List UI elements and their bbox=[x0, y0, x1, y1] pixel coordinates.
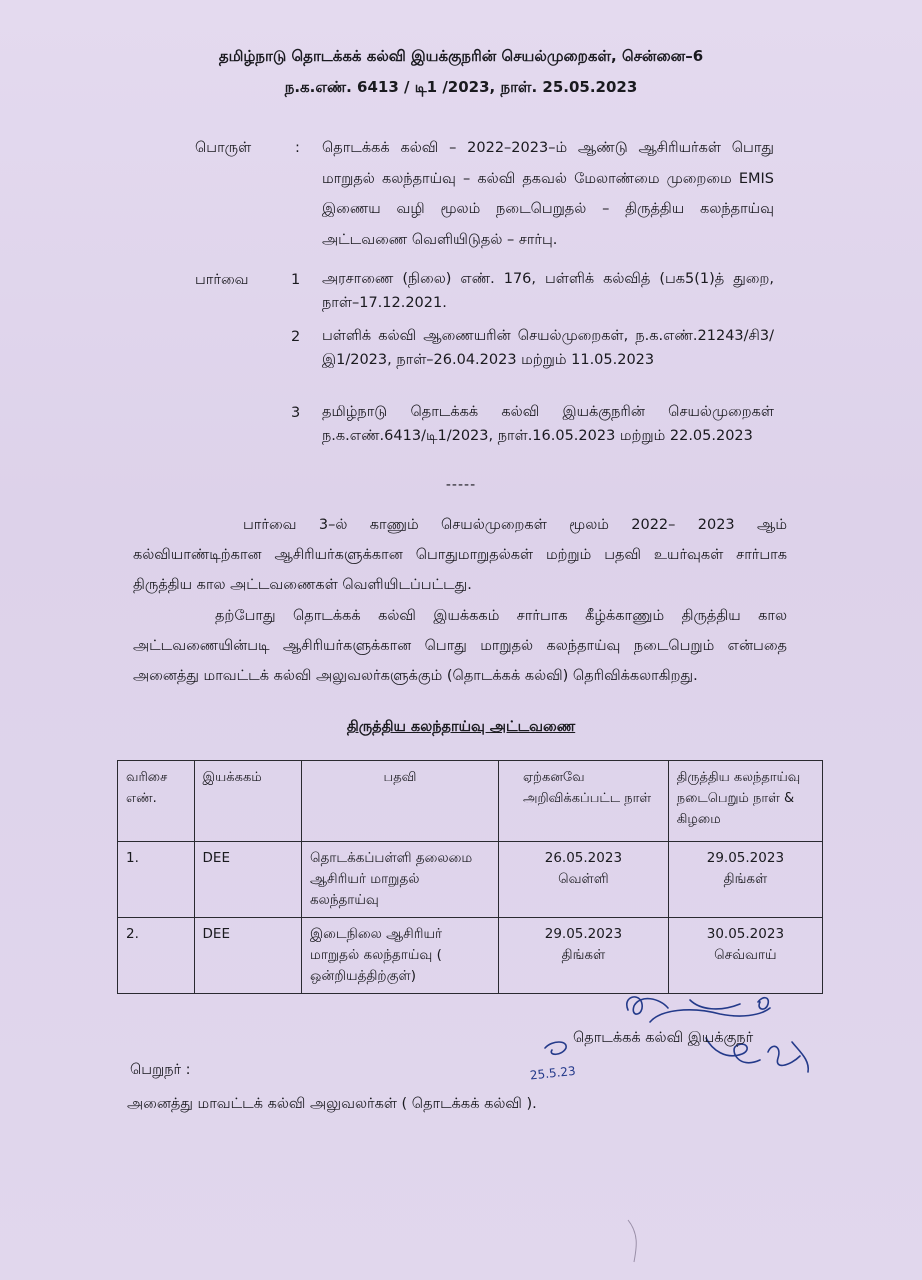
date-text: 29.05.2023 bbox=[706, 850, 785, 866]
serial-cell: 1. bbox=[118, 842, 195, 918]
subject-colon: : bbox=[295, 140, 300, 156]
post-cell: இடைநிலை ஆசிரியர் மாறுதல் கலந்தாய்வு ( ஒன்றியத்திற்குள்) bbox=[301, 918, 498, 994]
handwritten-date: 25.5.23 bbox=[529, 1063, 577, 1083]
reference-text: பள்ளிக் கல்வி ஆணையரின் செயல்முறைகள், ந.க.எண்.21243/சி3/இ1/2023, நாள்–26.04.2023 மற்றும் 11.05.2023 bbox=[322, 328, 774, 368]
column-header: திருத்திய கலந்தாய்வு நடைபெறும் நாள் & கிழமை bbox=[668, 761, 822, 842]
day-text: வெள்ளி bbox=[558, 871, 609, 887]
reference-label: பார்வை bbox=[195, 272, 249, 288]
subject-label: பொருள் bbox=[195, 140, 252, 156]
section-divider: ----- bbox=[445, 477, 477, 493]
date-text: 29.05.2023 bbox=[544, 926, 623, 942]
date-text: 30.05.2023 bbox=[706, 926, 785, 942]
day-text: திங்கள் bbox=[561, 947, 606, 963]
day-text: செவ்வாய் bbox=[714, 947, 777, 963]
subject-text: தொடக்கக் கல்வி – 2022–2023–ம் ஆண்டு ஆசிரியர்கள் பொது மாறுதல் கலந்தாய்வு – கல்வி தகவல் மேலாண்மை முறைமை EMIS இணைய வழி மூலம் நடைபெறுதல் – திருத்திய கலந்தாய்வு அட்டவணை வெளியிடுதல் – சார்பு. bbox=[322, 140, 774, 248]
office-header: தமிழ்நாடு தொடக்கக் கல்வி இயக்குநரின் செயல்முறைகள், சென்னை–6 bbox=[218, 47, 704, 65]
column-header: ஏற்கனவே அறிவிக்கப்பட்ட நாள் bbox=[499, 761, 669, 842]
recipient-label: பெறுநர் : bbox=[130, 1062, 191, 1078]
reference-text: அரசாணை (நிலை) எண். 176, பள்ளிக் கல்வித் (பக5(1)த் துறை, நாள்–17.12.2021. bbox=[322, 271, 774, 311]
table-title-text: திருத்திய கலந்தாய்வு அட்டவணை bbox=[346, 719, 576, 735]
paragraph-text: பார்வை 3–ல் காணும் செயல்முறைகள் மூலம் 2022– 2023 ஆம் கல்வியாண்டிற்கான ஆசிரியர்களுக்கான பொதுமாறுதல்கள் மற்றும் பதவி உயர்வுகள் சார்பாக திருத்திய கால அட்டவணைகள் வெளியிடப்பட்டது. bbox=[133, 517, 787, 593]
reference-number: 3 bbox=[291, 405, 301, 421]
signatory-designation: தொடக்கக் கல்வி இயக்குநர் bbox=[573, 1030, 754, 1046]
column-header: பதவி bbox=[301, 761, 498, 842]
directorate-cell: DEE bbox=[194, 842, 301, 918]
date-text: 26.05.2023 bbox=[544, 850, 623, 866]
reference-number: 1 bbox=[291, 272, 301, 288]
proceedings-number: ந.க.எண். 6413 / டி1 /2023, நாள். 25.05.2023 bbox=[284, 78, 638, 96]
serial-cell: 2. bbox=[118, 918, 195, 994]
reference-number: 2 bbox=[291, 329, 301, 345]
reference-text: தமிழ்நாடு தொடக்கக் கல்வி இயக்குநரின் செயல்முறைகள் ந.க.எண்.6413/டி1/2023, நாள்.16.05.2023 மற்றும் 22.05.2023 bbox=[322, 404, 774, 444]
directorate-cell: DEE bbox=[194, 918, 301, 994]
column-header: வரிசை எண். bbox=[118, 761, 195, 842]
day-text: திங்கள் bbox=[723, 871, 768, 887]
recipient-text: அனைத்து மாவட்டக் கல்வி அலுவலர்கள் ( தொடக்கக் கல்வி ). bbox=[127, 1096, 537, 1112]
column-header: இயக்ககம் bbox=[194, 761, 301, 842]
paragraph-text: தற்போது தொடக்கக் கல்வி இயக்ககம் சார்பாக கீழ்க்காணும் திருத்திய கால அட்டவணையின்படி ஆசிரியர்களுக்கான பொது மாறுதல் கலந்தாய்வு நடைபெறும் என்பதை அனைத்து மாவட்டக் கல்வி அலுவலர்களுக்கும் (தொடக்கக் கல்வி) தெரிவிக்கலாகிறது. bbox=[133, 608, 787, 684]
post-cell: தொடக்கப்பள்ளி தலைமை ஆசிரியர் மாறுதல் கலந்தாய்வு bbox=[301, 842, 498, 918]
